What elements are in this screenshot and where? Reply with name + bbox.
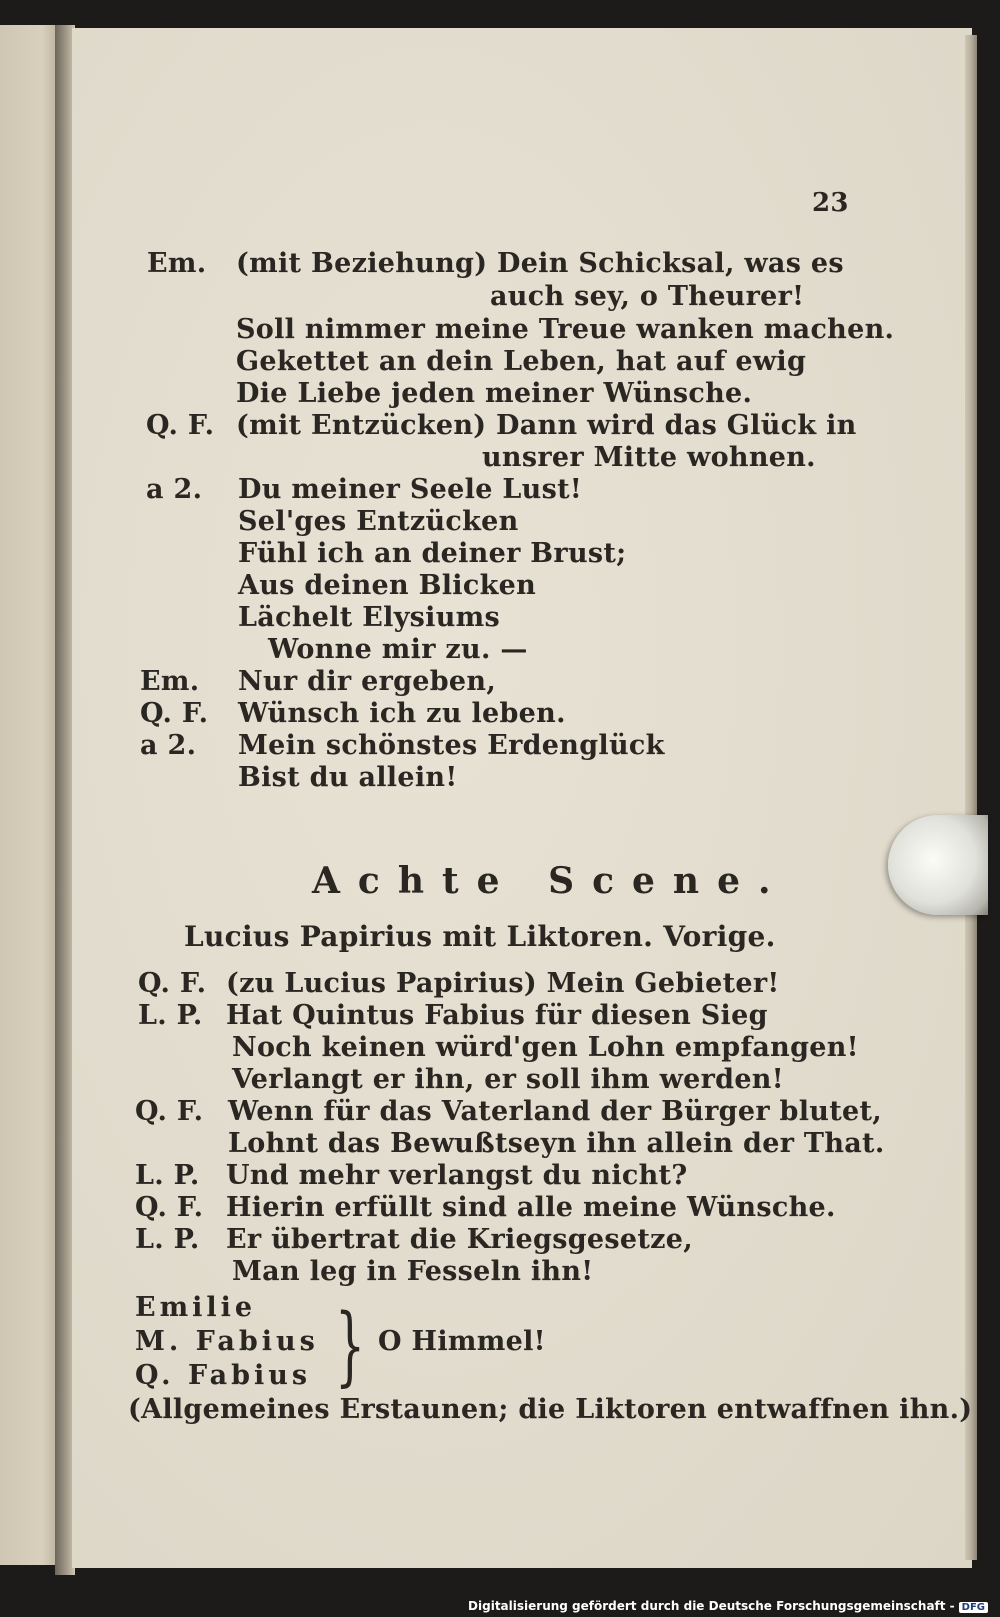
dialogue-line: Er übertrat die Kriegsgesetze,: [226, 1224, 693, 1255]
chorus-speaker: M. Fabius: [135, 1326, 319, 1357]
dialogue-line: Hierin erfüllt sind alle meine Wünsche.: [226, 1192, 836, 1223]
dialogue-line: (zu Lucius Papirius) Mein Gebieter!: [226, 968, 780, 999]
dialogue-line: Sel'ges Entzücken: [238, 506, 519, 537]
dialogue-line: Und mehr verlangst du nicht?: [226, 1160, 688, 1191]
dialogue-line: (mit Entzücken) Dann wird das Glück in: [236, 410, 857, 441]
credit-text: Digitalisierung gefördert durch die Deutsche Forschungsgemeinschaft -: [468, 1599, 955, 1613]
speaker-label: Q. F.: [146, 410, 215, 441]
dfg-logo: DFG: [959, 1602, 988, 1613]
dialogue-line: Mein schönstes Erdenglück: [238, 730, 665, 761]
page-edge: [965, 35, 977, 1560]
left-page-edge: [0, 25, 60, 1565]
dialogue-line: Verlangt er ihn, er soll ihm werden!: [232, 1064, 784, 1095]
dialogue-line: Die Liebe jeden meiner Wünsche.: [236, 378, 753, 409]
speaker-label: Q. F.: [135, 1096, 204, 1127]
speaker-label: a 2.: [146, 474, 203, 505]
dialogue-line: Bist du allein!: [238, 762, 458, 793]
dialogue-line: Fühl ich an deiner Brust;: [238, 538, 627, 569]
dialogue-line: Du meiner Seele Lust!: [238, 474, 583, 505]
speaker-label: L. P.: [138, 1000, 203, 1031]
speaker-label: Q. F.: [140, 698, 209, 729]
dialogue-line: Hat Quintus Fabius für diesen Sieg: [226, 1000, 768, 1031]
dialogue-line: (mit Beziehung) Dein Schicksal, was es: [236, 248, 844, 279]
speaker-label: L. P.: [135, 1160, 200, 1191]
speaker-label: L. P.: [135, 1224, 200, 1255]
digitization-credit: [468, 1599, 988, 1613]
speaker-label: Em.: [147, 248, 207, 279]
dialogue-line: Gekettet an dein Leben, hat auf ewig: [236, 346, 807, 377]
dialogue-line: Wünsch ich zu leben.: [238, 698, 566, 729]
dialogue-line: auch sey, o Theurer!: [490, 281, 805, 312]
chorus-line: O Himmel!: [378, 1326, 546, 1357]
dialogue-line: Aus deinen Blicken: [238, 570, 537, 601]
dialogue-line: Lohnt das Bewußtseyn ihn allein der That.: [228, 1128, 885, 1159]
brace-mark: }: [335, 1296, 366, 1396]
chorus-speaker: Emilie: [135, 1292, 257, 1323]
dialogue-line: Nur dir ergeben,: [238, 666, 497, 697]
page-clip: [888, 815, 988, 915]
scene-subtitle: Lucius Papirius mit Liktoren. Vorige.: [184, 920, 776, 953]
dialogue-line: Man leg in Fesseln ihn!: [232, 1256, 594, 1287]
dialogue-line: Lächelt Elysiums: [238, 602, 501, 633]
dialogue-line: Wenn für das Vaterland der Bürger blutet,: [228, 1096, 882, 1127]
dialogue-line: Noch keinen würd'gen Lohn empfangen!: [232, 1032, 859, 1063]
speaker-label: Em.: [140, 666, 200, 697]
dialogue-line: Soll nimmer meine Treue wanken machen.: [236, 314, 895, 345]
chorus-speaker: Q. Fabius: [135, 1360, 312, 1391]
speaker-label: a 2.: [140, 730, 197, 761]
scene-title: Achte Scene.: [312, 860, 789, 902]
stage-direction: (Allgemeines Erstaunen; die Liktoren entwaffnen ihn.): [128, 1394, 973, 1425]
speaker-label: Q. F.: [138, 968, 207, 999]
page-number: 23: [812, 188, 849, 218]
speaker-label: Q. F.: [135, 1192, 204, 1223]
dialogue-line: unsrer Mitte wohnen.: [482, 442, 816, 473]
dialogue-line: Wonne mir zu. —: [268, 634, 528, 665]
